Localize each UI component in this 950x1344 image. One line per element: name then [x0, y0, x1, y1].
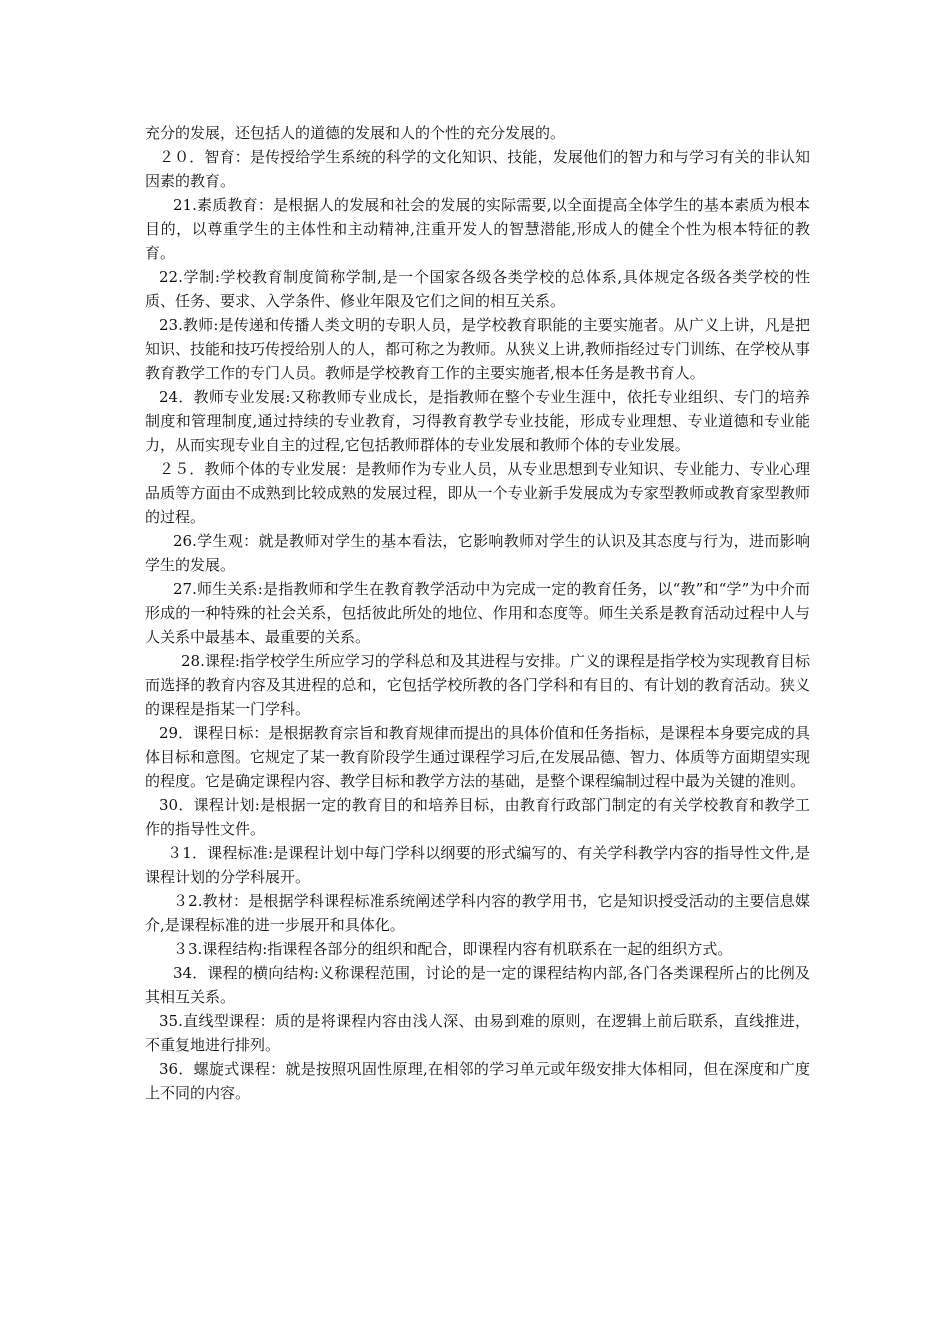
paragraph-27-shisheng-guanxi: 27.师生关系:是指教师和学生在教育教学活动中为完成一定的教育任务，以“教”和“学”为中介而形成的一种特殊的社会关系，包括彼此所处的地位、作用和态度等。师生关系是教育活动过程中人与人关系中最基本、最重要的关系。	[145, 580, 810, 646]
paragraph-20-zhiyu: ２０．智育：是传授给学生系统的科学的文化知识、技能，发展他们的智力和与学习有关的非认知因素的教育。	[145, 148, 810, 190]
paragraph-23-jiaoshi: 23.教师:是传递和传播人类文明的专职人员，是学校教育职能的主要实施者。从广义上讲，凡是把知识、技能和技巧传授给别人的人，都可称之为教师。从狭义上讲,教师指经过专门训练、在学校从事教育教学工作的专门人员。教师是学校教育工作的主要实施者,根本任务是教书育人。	[145, 316, 810, 382]
paragraph-24-jiaoshi-zhuanye-fazhan: 24．教师专业发展:又称教师专业成长，是指教师在整个专业生涯中，依托专业组织、专门的培养制度和管理制度,通过持续的专业教育，习得教育教学专业技能，形成专业理想、专业道德和专业能力，从而实现专业自主的过程,它包括教师群体的专业发展和教师个体的专业发展。	[145, 388, 810, 454]
paragraph-continuation: 充分的发展，还包括人的道德的发展和人的个性的充分发展的。	[145, 124, 566, 142]
paragraph-33-kecheng-jiegou: ３3.课程结构:指课程各部分的组织和配合，即课程内容有机联系在一起的组织方式。	[173, 940, 733, 958]
paragraph-21-suzhi-jiaoyu: 21.素质教育：是根据人的发展和社会的发展的实际需要,以全面提高全体学生的基本素质为根本目的，以尊重学生的主体性和主动精神,注重开发人的智慧潜能,形成人的健全个性为根本特征的教育。	[145, 196, 810, 262]
document-body	[145, 121, 810, 1105]
paragraph-35-zhixianxing-kecheng: 35.直线型课程：质的是将课程内容由浅人深、由易到难的原则，在逻辑上前后联系，直线推进，不重复地进行排列。	[145, 1012, 810, 1054]
paragraph-25-geti-zhuanye-fazhan: ２５．教师个体的专业发展：是教师作为专业人员，从专业思想到专业知识、专业能力、专业心理品质等方面由不成熟到比较成熟的发展过程，即从一个专业新手发展成为专家型教师或教育家型教师的过程。	[145, 460, 810, 526]
paragraph-22-xuezhi: 22.学制:学校教育制度简称学制,是一个国家各级各类学校的总体系,具体规定各级各类学校的性质、任务、要求、入学条件、修业年限及它们之间的相互关系。	[145, 268, 810, 310]
paragraph-34-hengxiang-jiegou: 34．课程的横向结构:义称课程范围，讨论的是一定的课程结构内部,各门各类课程所占的比例及其相互关系。	[145, 964, 810, 1006]
paragraph-26-xueshengguan: 26.学生观：就是教师对学生的基本看法，它影响教师对学生的认识及其态度与行为，进而影响学生的发展。	[145, 532, 810, 574]
paragraph-32-jiaocai: ３2.教材：是根据学科课程标准系统阐述学科内容的教学用书，它是知识授受活动的主要信息媒介,是课程标准的进一步展开和具体化。	[145, 892, 810, 934]
paragraph-28-kecheng: 28.课程:指学校学生所应学习的学科总和及其进程与安排。广义的课程是指学校为实现教育目标而选择的教育内容及其进程的总和，它包括学校所教的各门学科和有目的、有计划的教育活动。狭义的课程是指某一门学科。	[145, 652, 810, 718]
paragraph-31-kecheng-biaozhun: ３1．课程标准:是课程计划中每门学科以纲要的形式编写的、有关学科教学内容的指导性文件,是课程计划的分学科展开。	[145, 844, 810, 886]
paragraph-30-kecheng-jihua: 30．课程计划:是根据一定的教育目的和培养目标，由教育行政部门制定的有关学校教育和教学工作的指导性文件。	[145, 796, 810, 838]
paragraph-36-luoxuanshi-kecheng: 36．螺旋式课程：就是按照巩固性原理,在相邻的学习单元或年级安排大体相同，但在深度和广度上不同的内容。	[145, 1060, 810, 1102]
paragraph-29-kecheng-mubiao: 29．课程日标：是根据教育宗旨和教育规律而提出的具体价值和任务指标，是课程本身要完成的具体目标和意图。它规定了某一教育阶段学生通过课程学习后,在发展品德、智力、体质等方面期望实现的程度。它是确定课程内容、教学目标和教学方法的基础，是整个课程编制过程中最为关键的准则。	[145, 724, 810, 790]
